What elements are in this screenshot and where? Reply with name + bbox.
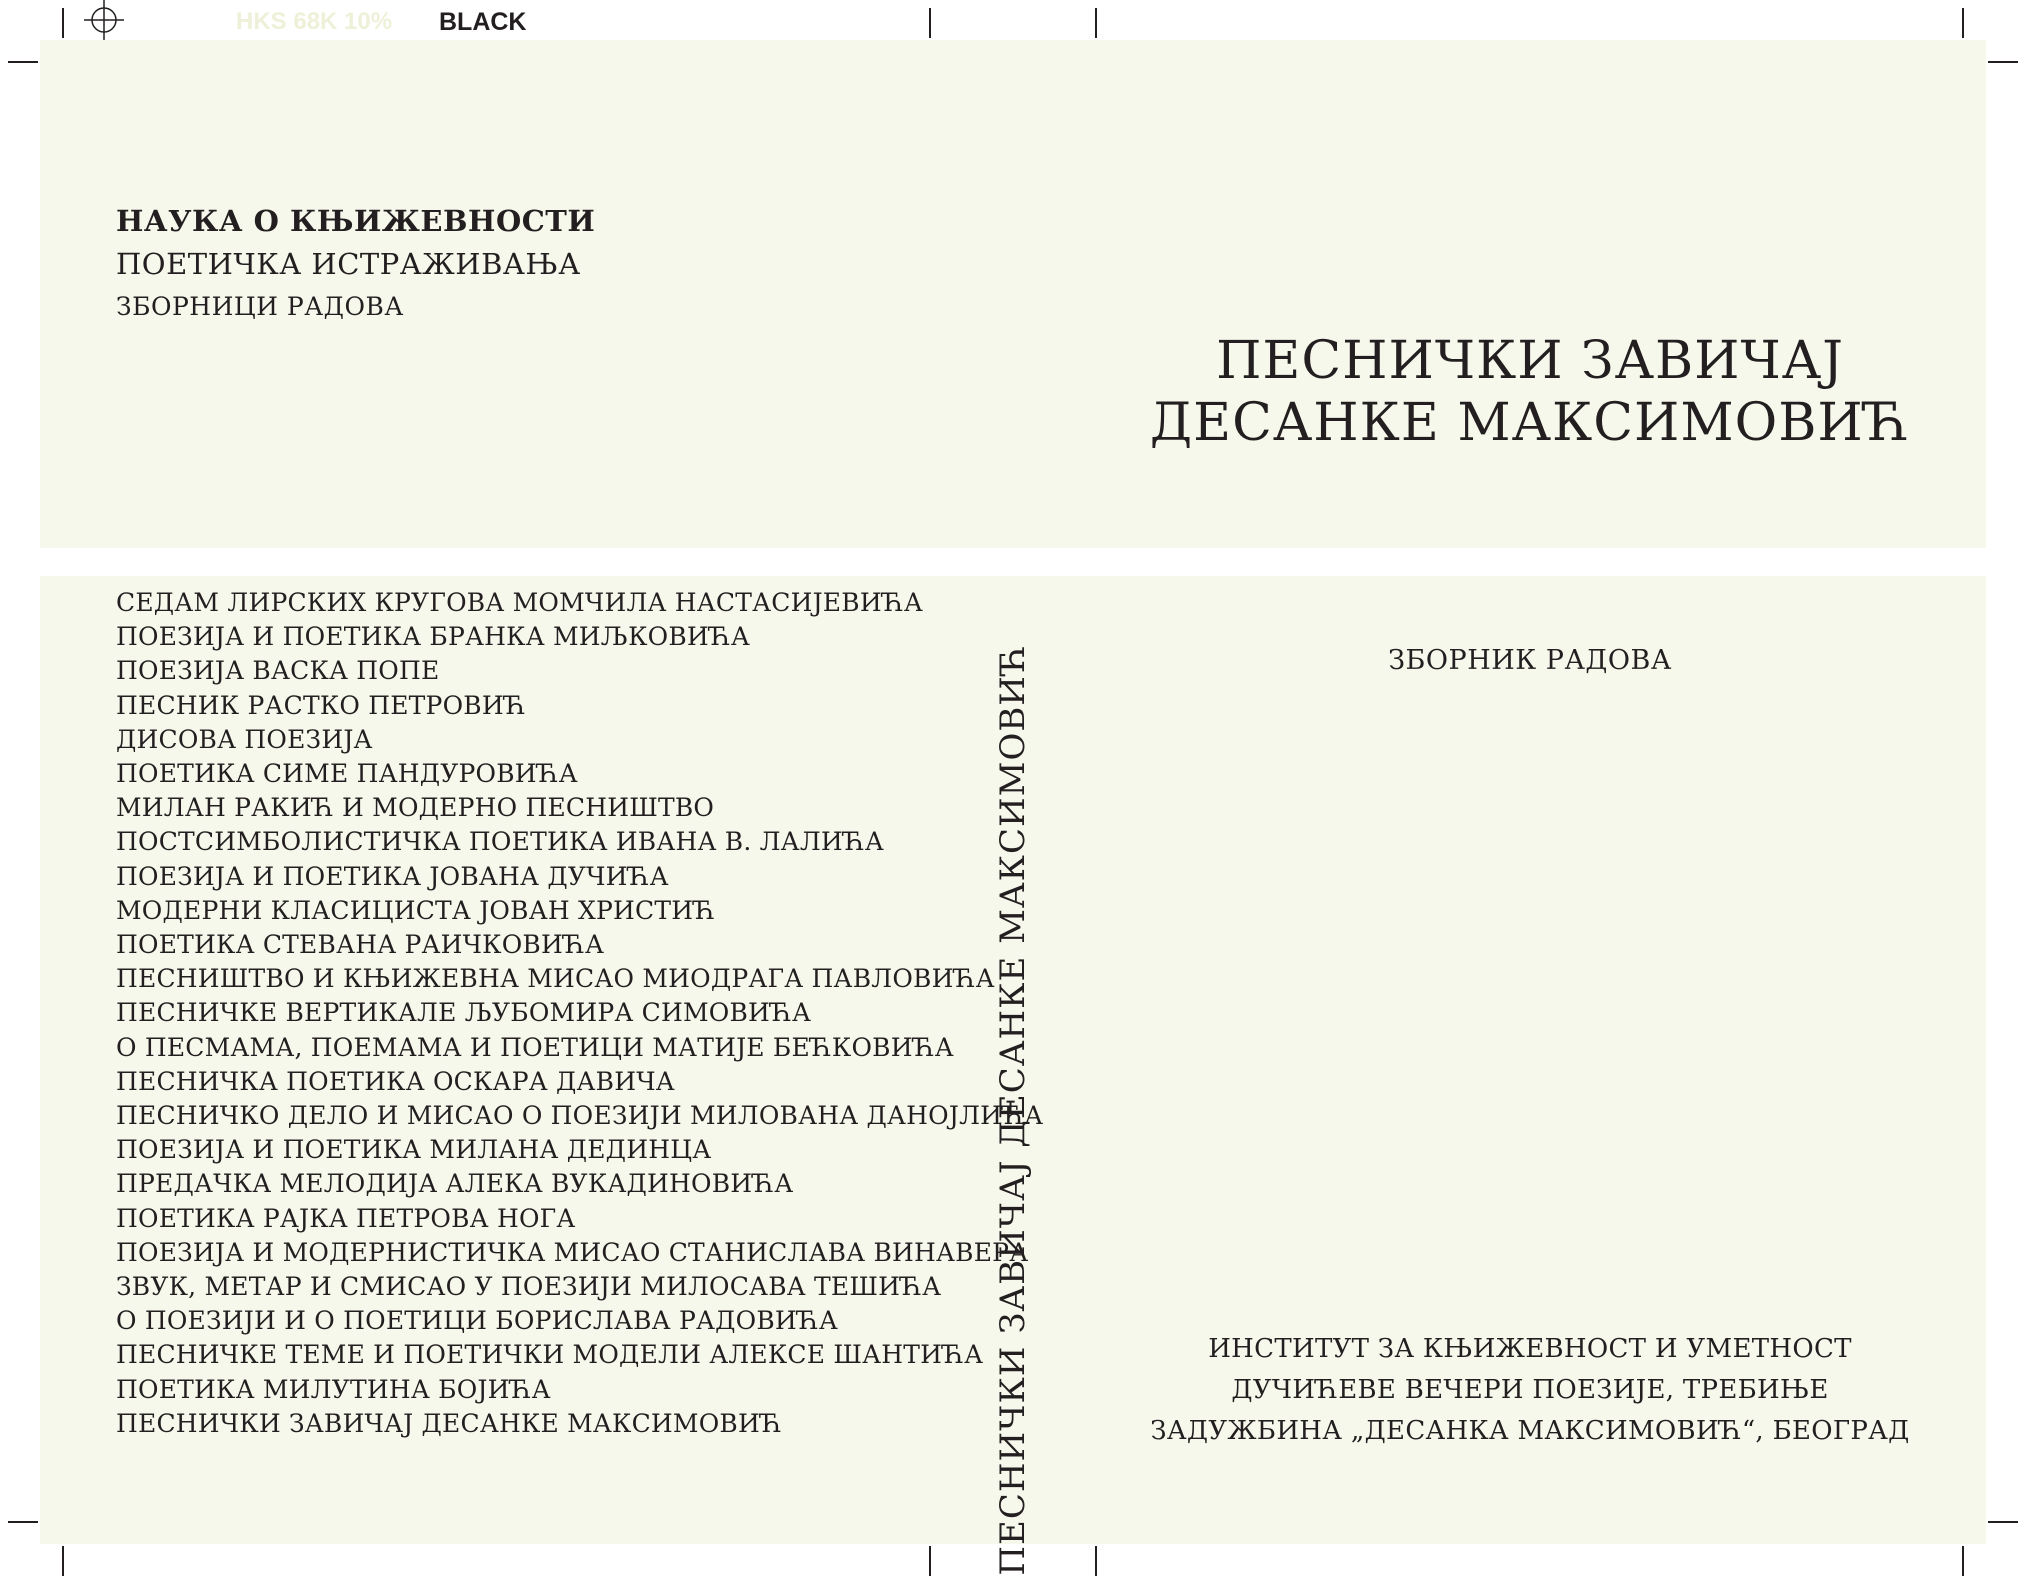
list-item: ПОЕТИКА РАЈКА ПЕТРОВА НОГА <box>116 1203 576 1233</box>
list-item: ПЕСНИК РАСТКО ПЕТРОВИЋ <box>116 690 526 720</box>
swatch-label: HKS 68K 10% <box>236 8 393 35</box>
crop-mark <box>62 8 64 38</box>
list-item: ПОЕЗИЈА И МОДЕРНИСТИЧКА МИСАО СТАНИСЛАВА ВИНАВЕРА <box>116 1237 1029 1267</box>
series-block <box>116 200 595 328</box>
series-subtitle: ПОЕТИЧКА ИСТРАЖИВАЊА <box>116 247 581 281</box>
list-item: ПОЕЗИЈА И ПОЕТИКА БРАНКА МИЉКОВИЋА <box>116 622 751 652</box>
crop-mark <box>8 1521 38 1523</box>
list-item: ПОЕЗИЈА ВАСКА ПОПЕ <box>116 656 440 686</box>
list-item: ПОЕТИКА СИМЕ ПАНДУРОВИЋА <box>116 759 578 789</box>
book-subtitle: ЗБОРНИК РАДОВА <box>1388 645 1672 676</box>
series-name: НАУКА О КЊИЖЕВНОСТИ <box>116 204 596 238</box>
crop-mark <box>62 1546 64 1576</box>
list-item: ПЕСНИЧКО ДЕЛО И МИСАО О ПОЕЗИЈИ МИЛОВАНА ДАНОЈЛИЋА <box>116 1101 1044 1131</box>
list-item: ПОЕЗИЈА И ПОЕТИКА МИЛАНА ДЕДИНЦА <box>116 1135 712 1165</box>
list-item: О ПЕСМАМА, ПОЕМАМА И ПОЕТИЦИ МАТИЈЕ БЕЋКОВИЋА <box>116 1032 954 1062</box>
list-item: ПРЕДАЧКА МЕЛОДИЈА АЛЕКА ВУКАДИНОВИЋА <box>116 1169 794 1199</box>
list-item: ПЕСНИШТВО И КЊИЖЕВНА МИСАО МИОДРАГА ПАВЛОВИЋА <box>116 964 995 994</box>
book-title-line: ПЕСНИЧКИ ЗАВИЧАЈ <box>1216 331 1844 391</box>
crop-mark <box>929 1546 931 1576</box>
list-item: ПЕСНИЧКА ПОЕТИКА ОСКАРА ДАВИЧА <box>116 1066 675 1096</box>
list-item: СЕДАМ ЛИРСКИХ КРУГОВА МОМЧИЛА НАСТАСИЈЕВИЋА <box>116 588 923 617</box>
list-item: МОДЕРНИ КЛАСИЦИСТА ЈОВАН ХРИСТИЋ <box>116 895 716 925</box>
publisher-line: ИНСТИТУТ ЗА КЊИЖЕВНОСТ И УМЕТНОСТ <box>1208 1334 1852 1364</box>
crop-mark <box>1988 61 2018 63</box>
list-item: ПОЕТИКА МИЛУТИНА БОЈИЋА <box>116 1374 551 1404</box>
list-item: ПЕСНИЧКИ ЗАВИЧАЈ ДЕСАНКЕ МАКСИМОВИЋ <box>116 1408 782 1438</box>
list-item: ПОЕЗИЈА И ПОЕТИКА ЈОВАНА ДУЧИЋА <box>116 861 669 891</box>
crop-mark <box>1988 1521 2018 1523</box>
list-item: ПОСТСИМБОЛИСТИЧКА ПОЕТИКА ИВАНА В. ЛАЛИЋА <box>116 827 885 857</box>
list-item: ДИСОВА ПОЕЗИЈА <box>116 724 373 754</box>
book-title <box>1130 330 1930 454</box>
list-item: О ПОЕЗИЈИ И О ПОЕТИЦИ БОРИСЛАВА РАДОВИЋА <box>116 1306 839 1336</box>
spine-title: ПЕСНИЧКИ ЗАВИЧАЈ ДЕСАНКЕ МАКСИМОВИЋ <box>993 644 1033 1576</box>
list-item: ПЕСНИЧКЕ ВЕРТИКАЛЕ ЉУБОМИРА СИМОВИЋА <box>116 998 812 1028</box>
crop-mark <box>8 61 38 63</box>
registration-crosshair-icon <box>82 0 126 44</box>
crop-mark <box>1095 1546 1097 1576</box>
series-title-list <box>116 586 1043 1441</box>
publisher-block <box>1130 1329 1930 1452</box>
list-item: ПОЕТИКА СТЕВАНА РАИЧКОВИЋА <box>116 930 605 960</box>
book-title-line: ДЕСАНКЕ МАКСИМОВИЋ <box>1149 393 1911 453</box>
crop-mark <box>929 8 931 38</box>
publisher-line: ДУЧИЋЕВЕ ВЕЧЕРИ ПОЕЗИЈЕ, ТРЕБИЊЕ <box>1231 1375 1829 1405</box>
series-collection: ЗБОРНИЦИ РАДОВА <box>116 292 404 321</box>
crop-mark <box>1095 8 1097 38</box>
crop-mark <box>1962 1546 1964 1576</box>
list-item: МИЛАН РАКИЋ И МОДЕРНО ПЕСНИШТВО <box>116 793 715 823</box>
list-item: ЗВУК, МЕТАР И СМИСАО У ПОЕЗИЈИ МИЛОСАВА ТЕШИЋА <box>116 1272 942 1302</box>
publisher-line: ЗАДУЖБИНА „ДЕСАНКА МАКСИМОВИЋ“, БЕОГРАД <box>1150 1416 1910 1446</box>
crop-mark <box>1962 8 1964 38</box>
black-label: BLACK <box>439 8 527 36</box>
list-item: ПЕСНИЧКЕ ТЕМЕ И ПОЕТИЧКИ МОДЕЛИ АЛЕКСЕ ШАНТИЋА <box>116 1340 984 1370</box>
